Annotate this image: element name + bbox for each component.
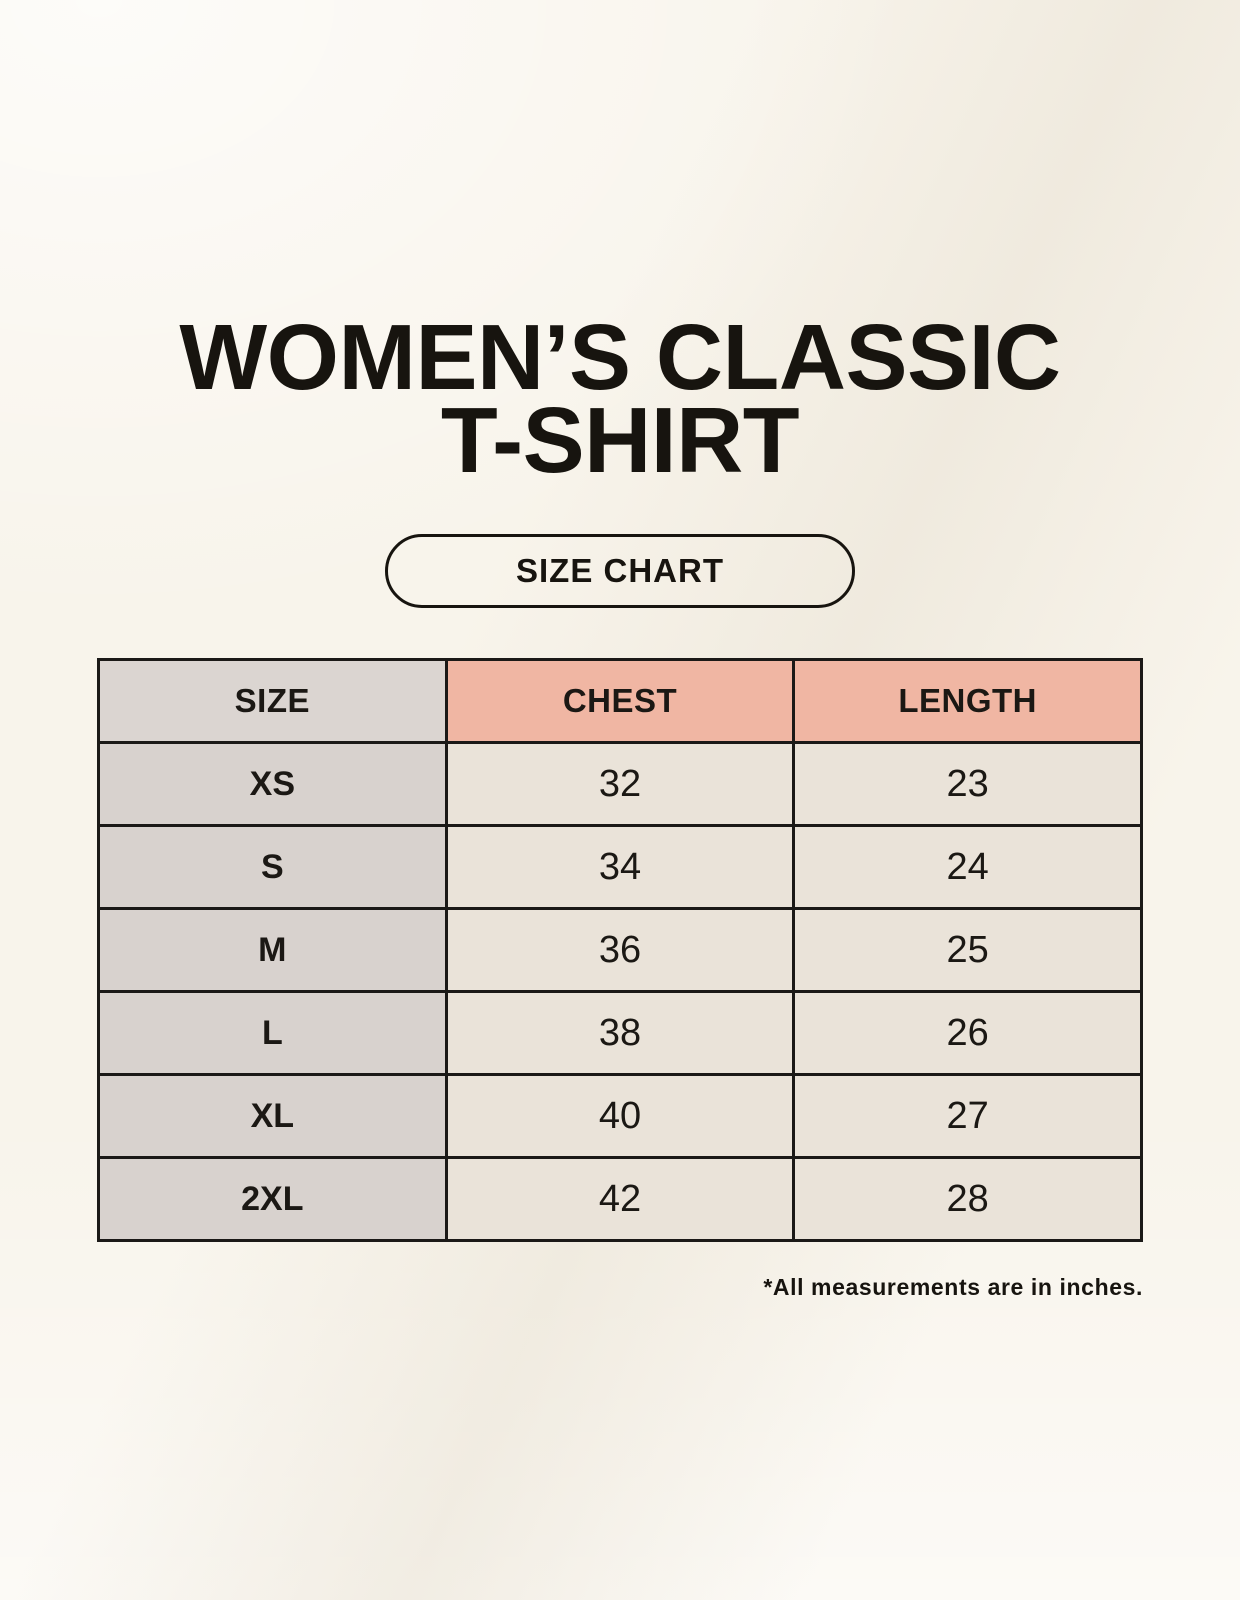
size-label: XL [99,1075,447,1158]
column-header-size: SIZE [99,660,447,743]
measurements-note: *All measurements are in inches. [763,1274,1143,1300]
table-row-m [99,909,1142,992]
chest-value: 40 [446,1075,794,1158]
length-value: 25 [794,909,1142,992]
column-header-chest: CHEST [446,660,794,743]
size-chart-badge [385,534,855,608]
chest-value: 36 [446,909,794,992]
length-value: 24 [794,826,1142,909]
chest-value: 42 [446,1158,794,1241]
chest-value: 38 [446,992,794,1075]
size-label: S [99,826,447,909]
chest-value: 32 [446,743,794,826]
size-chart-badge-label: SIZE CHART [516,552,724,589]
page-title-line1: WOMEN’S CLASSIC [179,305,1061,409]
table-row-xs [99,743,1142,826]
size-label: M [99,909,447,992]
size-label: 2XL [99,1158,447,1241]
page-title [0,305,1240,492]
length-value: 28 [794,1158,1142,1241]
size-label: L [99,992,447,1075]
length-value: 26 [794,992,1142,1075]
table-row-s [99,826,1142,909]
size-label: XS [99,743,447,826]
size-chart-table [97,658,1143,1242]
length-value: 27 [794,1075,1142,1158]
column-header-length: LENGTH [794,660,1142,743]
chest-value: 34 [446,826,794,909]
table-row-2xl [99,1158,1142,1241]
table-header-row [99,660,1142,743]
size-chart-table-container [97,658,1143,1242]
length-value: 23 [794,743,1142,826]
page-title-line2: T-SHIRT [440,388,800,492]
table-row-l [99,992,1142,1075]
table-row-xl [99,1075,1142,1158]
